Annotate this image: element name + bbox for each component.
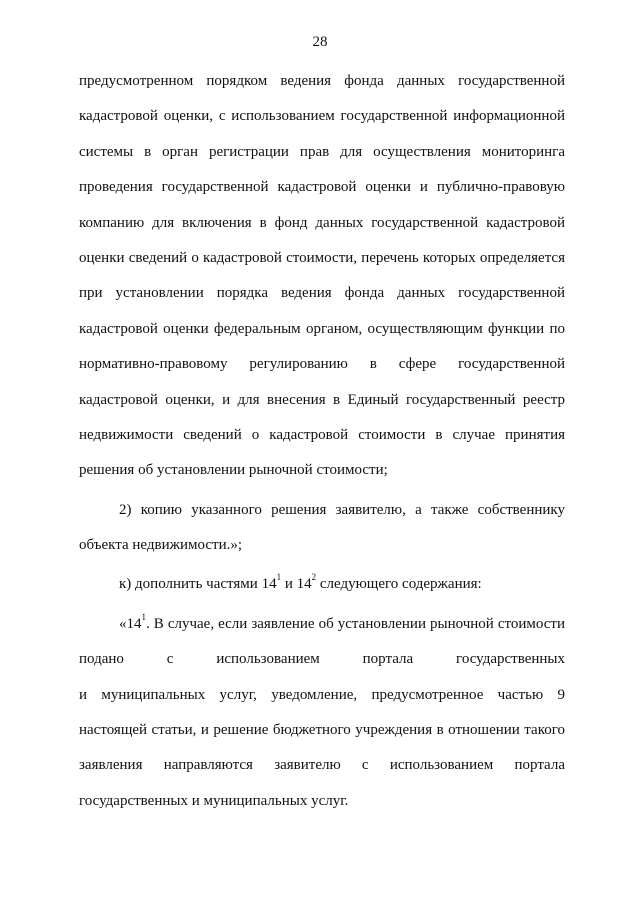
text-line: нормативно-правовому регулированию в сфере государственной: [79, 356, 565, 373]
amendment-text: следующего содержания:: [316, 576, 482, 593]
text-line: решения об установлении рыночной стоимости;: [79, 462, 388, 479]
text-line: при установлении порядка ведения фонда данных государственной: [79, 285, 565, 302]
amendment-line: [79, 574, 565, 609]
text-line: подано с использованием портала государственных: [79, 651, 565, 668]
text-line: настоящей статьи, и решение бюджетного учреждения в отношении такого: [79, 722, 565, 739]
text-line: компанию для включения в фонд данных государственной кадастровой: [79, 214, 565, 231]
superscript: 2: [311, 572, 317, 583]
text-line: и муниципальных услуг, уведомление, предусмотренное частью 9: [79, 686, 565, 703]
text-line: кадастровой оценки федеральным органом, осуществляющим функции по: [79, 320, 565, 337]
document-body: [79, 71, 565, 826]
text-line: оценки сведений о кадастровой стоимости, перечень которых определяется: [79, 249, 565, 266]
text-line: предусмотренном порядком ведения фонда данных государственной: [79, 73, 565, 89]
amendment-text: и 14: [281, 576, 312, 593]
text-line: кадастровой оценки, с использованием государственной информационной: [79, 108, 565, 125]
text-line: проведения государственной кадастровой оценки и публично-правовую: [79, 179, 565, 196]
superscript: 1: [141, 611, 146, 622]
page-number: 28: [312, 34, 328, 50]
text-line: недвижимости сведений о кадастровой стоимости в случае принятия: [79, 426, 565, 443]
text-line: кадастровой оценки, и для внесения в Единый государственный реестр: [79, 391, 565, 408]
text-line: государственных и муниципальных услуг.: [79, 792, 349, 809]
amendment-text: к) дополнить частями 14: [119, 576, 277, 593]
text-line: 2) копию указанного решения заявителю, а также собственнику: [119, 501, 565, 518]
text-line: системы в орган регистрации прав для осуществления мониторинга: [79, 143, 565, 160]
paragraph-14-1-line: [79, 611, 565, 649]
paragraph-text: . В случае, если заявление об установлении рыночной стоимости: [146, 615, 565, 632]
superscript: 1: [276, 572, 282, 583]
text-line: объекта недвижимости.»;: [79, 537, 243, 554]
paragraph-text: «14: [119, 615, 142, 632]
text-line: заявления направляются заявителю с использованием портала: [79, 757, 565, 774]
